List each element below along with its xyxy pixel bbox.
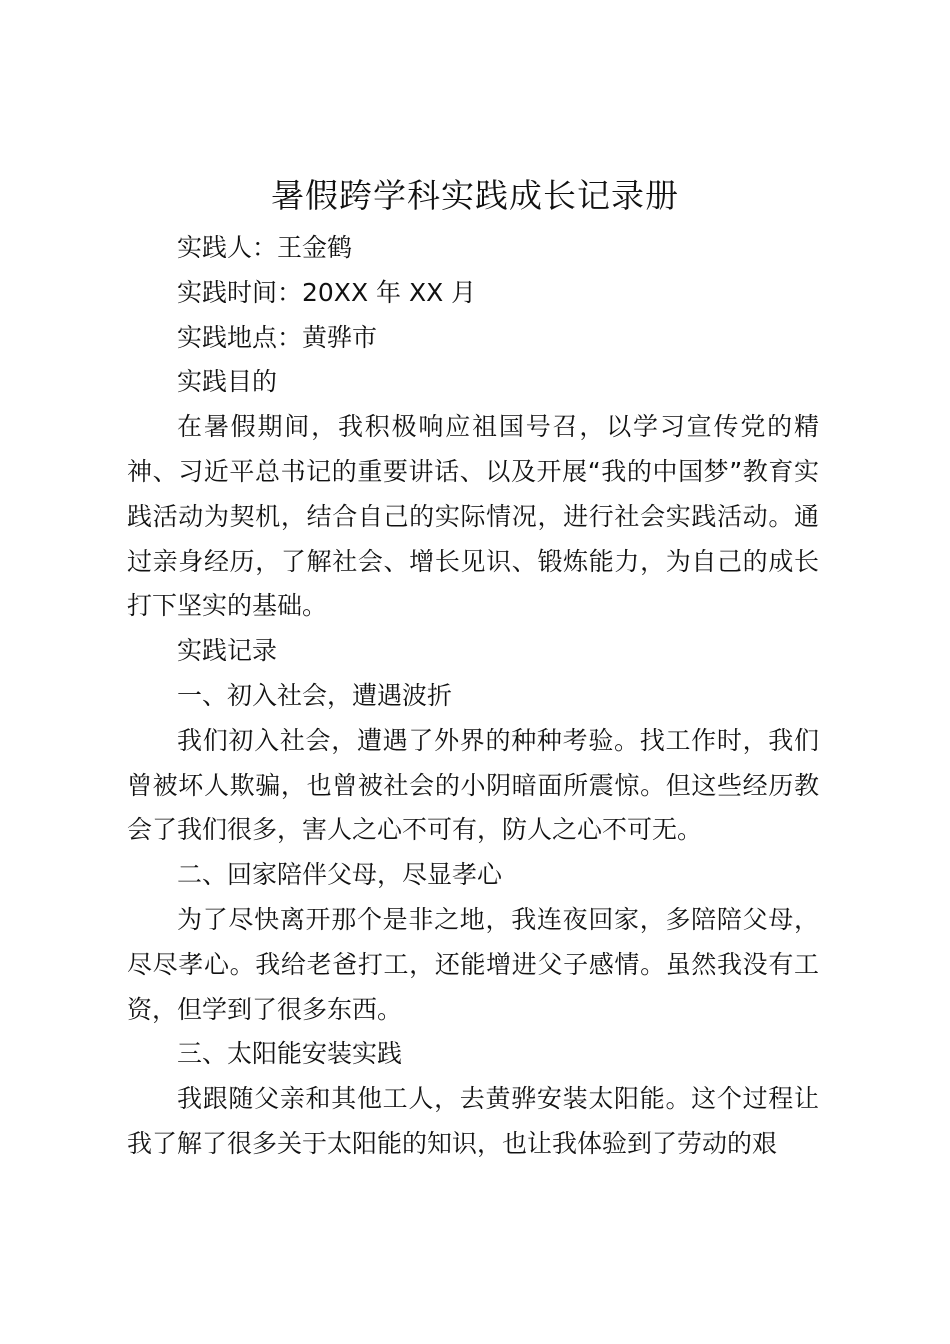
purpose-paragraph: 在暑假期间，我积极响应祖国号召，以学习宣传党的精神、习近平总书记的重要讲话、以及开展“我的中国梦”教育实践活动为契机，结合自己的实际情况，进行社会实践活动。通过亲身经历，了解社会、增长见识、锻炼能力，为自己的成长打下坚实的基础。 <box>127 412 819 621</box>
paragraph-2: 为了尽快离开那个是非之地，我连夜回家，多陪陪父母，尽尽孝心。我给老爸打工，还能增进父子感情。虽然我没有工资，但学到了很多东西。 <box>127 904 819 1024</box>
paragraph-1: 我们初入社会，遭遇了外界的种种考验。找工作时，我们曾被坏人欺骗，也曾被社会的小阴暗面所震惊。但这些经历教会了我们很多，害人之心不可有，防人之心不可无。 <box>127 725 819 845</box>
subheading-2: 二、回家陪伴父母，尽显孝心 <box>177 860 503 890</box>
section-heading-record: 实践记录 <box>177 636 278 666</box>
document-body <box>127 226 819 1167</box>
document-title: 暑假跨学科实践成长记录册 <box>271 176 679 215</box>
practitioner-line: 实践人：王金鹤 <box>177 233 353 262</box>
practice-time-line: 实践时间：20XX 年 XX 月 <box>177 277 477 307</box>
paragraph-3: 我跟随父亲和其他工人，去黄骅安装太阳能。这个过程让我了解了很多关于太阳能的知识，也让我体验到了劳动的艰 <box>127 1084 819 1158</box>
practice-location-line: 实践地点：黄骅市 <box>177 322 378 352</box>
subheading-3: 三、太阳能安装实践 <box>177 1039 403 1069</box>
subheading-1: 一、初入社会，遭遇波折 <box>177 680 453 710</box>
section-heading-purpose: 实践目的 <box>177 367 278 397</box>
